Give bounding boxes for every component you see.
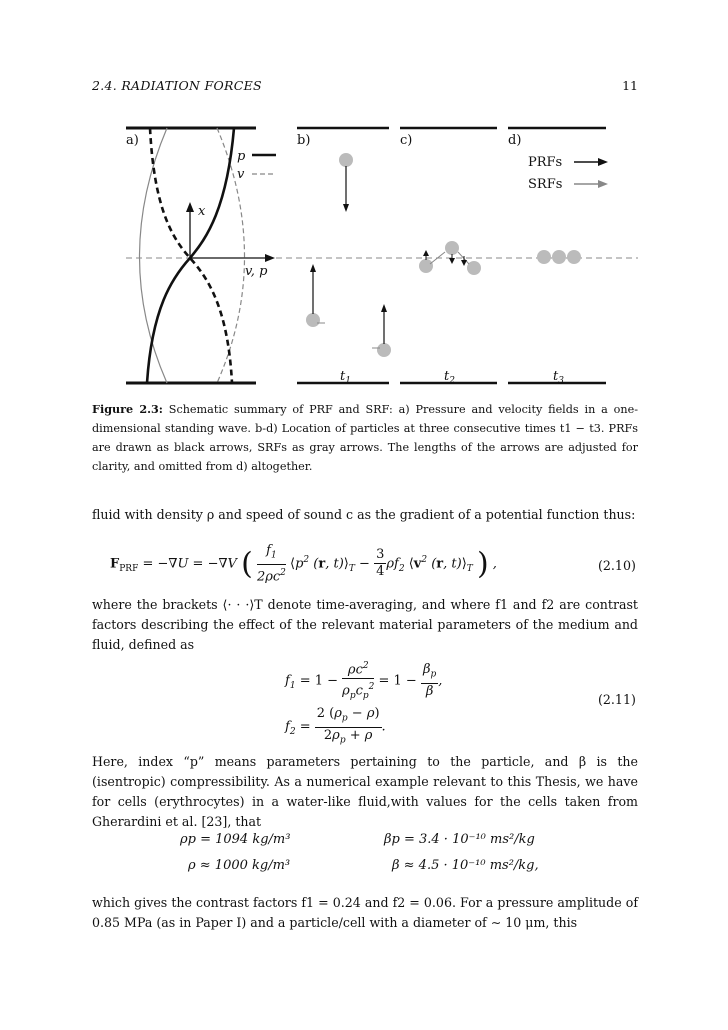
- eq-number-2-11: (2.11): [598, 692, 636, 707]
- particle: [339, 153, 353, 167]
- page-number: 11: [622, 78, 638, 93]
- prf-arrow: [310, 264, 316, 272]
- vp-axis-arrowhead: [265, 254, 275, 262]
- t2-label: $t_2$: [444, 369, 455, 386]
- value-rho: ρ ≈ 1000 kg/m³: [188, 858, 291, 873]
- paragraph-3: Here, index “p” means parameters pertaining to the particle, and β is the (isentropic) compressibility. As a numerical example relevant to this Thesis, we have for cells (erythrocytes) in a water-like fluid,with values for the cells taken from Gherardini et al. [23], that: [92, 754, 638, 829]
- value-beta-p: βp = 3.4 · 10⁻¹⁰ ms²/kg: [384, 832, 535, 847]
- particle: [377, 343, 391, 357]
- t1-label: $t_1$: [340, 369, 351, 386]
- equation-2-11-f2: $f_2$ = $\frac{2 (\rho_p - \rho)}{2\rho_p + \rho}$ .: [285, 706, 386, 746]
- legend-srf-label: SRFs: [528, 177, 563, 192]
- paragraph-1: fluid with density ρ and speed of sound c as the gradient of a potential function thus:: [92, 507, 636, 522]
- prf-arrow: [381, 304, 387, 312]
- vp-axis-label: v, p: [245, 264, 268, 279]
- panel-label-d: d): [508, 133, 522, 148]
- gray-curve-left: [140, 128, 168, 383]
- particle: [445, 241, 459, 255]
- value-beta: β ≈ 4.5 · 10⁻¹⁰ ms²/kg,: [392, 858, 539, 873]
- paragraph-2: where the brackets ⟨· · ·⟩T denote time-averaging, and where f1 and f2 are contrast factors describing the effect of the relevant material parameters of the medium and fluid, defined as: [92, 597, 638, 652]
- running-header: [92, 78, 638, 98]
- eq-number-2-10: (2.10): [598, 558, 636, 573]
- particle: [419, 259, 433, 273]
- equation-2-11-f1: $f_1 = 1$ − $\frac{\rho c^2}{\rho_pc_p^2}$ = 1 − $\frac{\beta_p}{\beta}$ ,: [285, 658, 442, 704]
- legend-p-label: p: [237, 149, 246, 164]
- x-axis-label: x: [198, 204, 206, 219]
- value-rho-p: ρp = 1094 kg/m³: [180, 832, 291, 847]
- particle: [552, 250, 566, 264]
- prf-arrow: [343, 204, 349, 212]
- paragraph-4: which gives the contrast factors f1 = 0.24 and f2 = 0.06. For a pressure amplitude of 0.85 MPa (as in Paper I) and a particle/cell with a diameter of ∼ 10 μm, this: [92, 895, 638, 930]
- particle: [467, 261, 481, 275]
- particle: [567, 250, 581, 264]
- section-title: 2.4. RADIATION FORCES: [92, 78, 262, 93]
- equation-2-10: $F_{PRF} = -\nabla U = -\nabla V$ ( $\frac{f_1}{2\rho c^2}$ $⟨p^2$ (r, $t)⟩_T$ − $\frac{3}{4}$ $\rho f_2$ $⟨v^2$ (r, $t)⟩_T$ ) ,: [110, 543, 497, 584]
- legend-prf-label: PRFs: [528, 155, 563, 170]
- figure-2-3: [92, 118, 638, 390]
- panel-label-b: b): [297, 133, 311, 148]
- legend-v-label: v: [237, 167, 245, 182]
- caption-text: Schematic summary of PRF and SRF: a) Pressure and velocity fields in a one-dimensional standing wave. b-d) Location of particles at three consecutive times t1 − t3. PRFs are drawn as black arrows, SRFs as gray arrows. The lengths of the arrows are adjusted for clarity, and omitted from d) altogether.: [92, 403, 638, 473]
- panel-label-a: a): [126, 133, 139, 148]
- particle: [306, 313, 320, 327]
- x-axis-arrowhead: [186, 202, 194, 212]
- caption-label: Figure 2.3:: [92, 402, 163, 416]
- figure-caption: [92, 400, 638, 476]
- t3-label: $t_3$: [553, 369, 564, 386]
- panel-label-c: c): [400, 133, 413, 148]
- particle: [537, 250, 551, 264]
